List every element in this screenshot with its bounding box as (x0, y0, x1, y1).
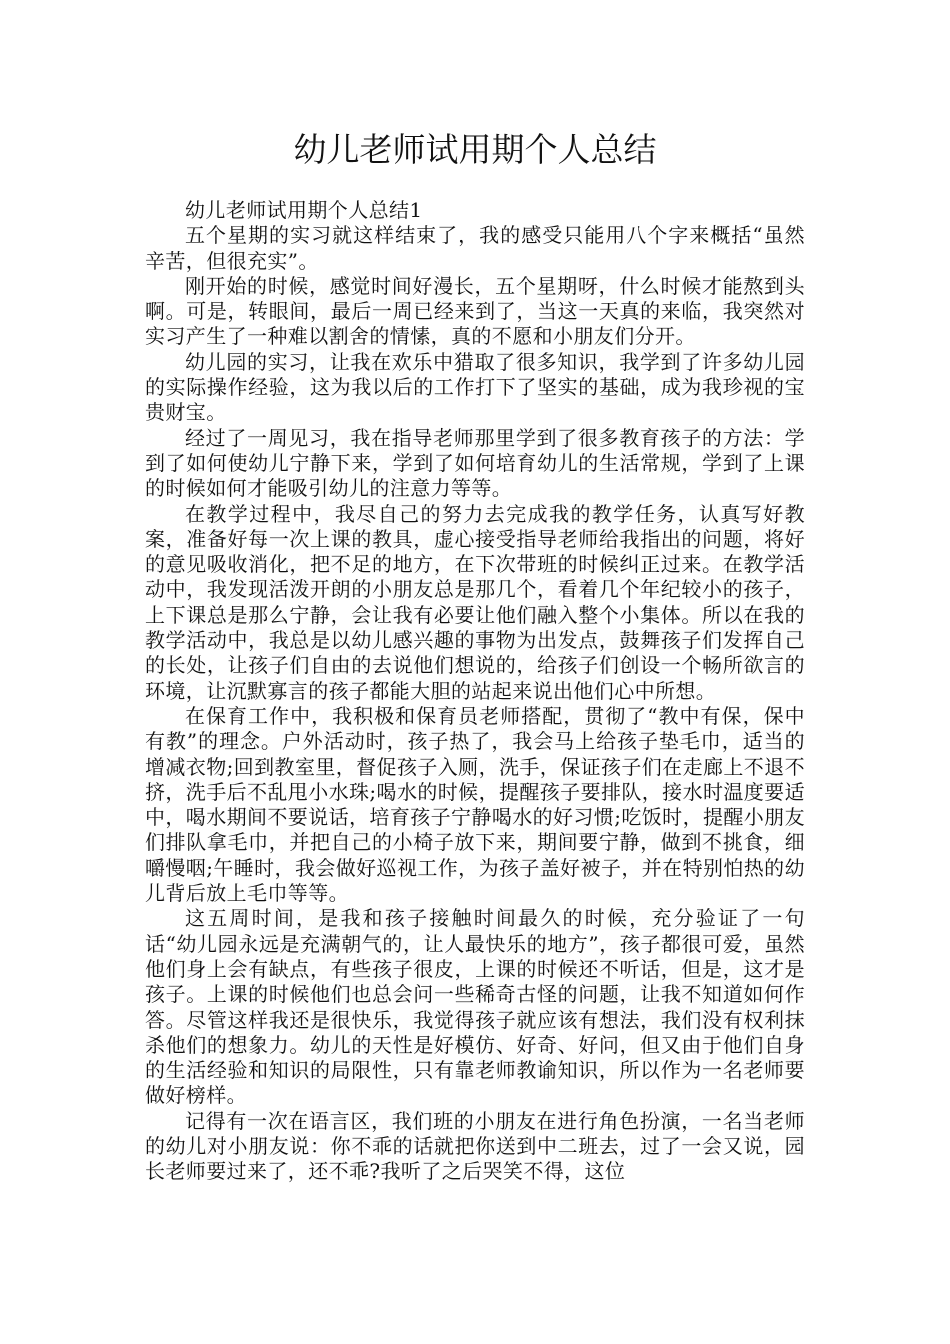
paragraph: 记得有一次在语言区，我们班的小朋友在进行角色扮演，一名当老师的幼儿对小朋友说：你不乖的话就把你送到中二班去，过了一会又说，园长老师要过来了，还不乖?我听了之后哭笑不得，这位 (145, 1108, 805, 1184)
paragraph: 幼儿园的实习，让我在欢乐中猎取了很多知识，我学到了许多幼儿园的实际操作经验，这为我以后的工作打下了坚实的基础，成为我珍视的宝贵财宝。 (145, 349, 805, 425)
paragraph: 在保育工作中，我积极和保育员老师搭配，贯彻了“教中有保，保中有教”的理念。户外活动时，孩子热了，我会马上给孩子垫毛巾，适当的增减衣物;回到教室里，督促孩子入厕，洗手，保证孩子们在走廊上不退不挤，洗手后不乱甩小水珠;喝水的时候，提醒孩子要排队，接水时温度要适中，喝水期间不要说话，培育孩子宁静喝水的好习惯;吃饭时，提醒小朋友们排队拿毛巾，并把自己的小椅子放下来，期间要宁静，做到不挑食，细嚼慢咽;午睡时，我会做好巡视工作，为孩子盖好被子，并在特别怕热的幼儿背后放上毛巾等等。 (145, 703, 805, 906)
paragraph: 这五周时间，是我和孩子接触时间最久的时候，充分验证了一句话“幼儿园永远是充满朝气的，让人最快乐的地方”，孩子都很可爱，虽然他们身上会有缺点，有些孩子很皮，上课的时候还不听话，但是，这才是孩子。上课的时候他们也总会问一些稀奇古怪的问题，让我不知道如何作答。尽管这样我还是很快乐，我觉得孩子就应该有想法，我们没有权利抹杀他们的想象力。幼儿的天性是好模仿、好奇、好问，但又由于他们自身的生活经验和知识的局限性，只有靠老师教谕知识，所以作为一名老师要做好榜样。 (145, 906, 805, 1108)
paragraph-subtitle: 幼儿老师试用期个人总结1 (185, 198, 423, 222)
paragraph: 五个星期的实习就这样结束了，我的感受只能用八个字来概括“虽然辛苦，但很充实”。 (145, 223, 805, 273)
document-body (145, 198, 805, 1185)
paragraph: 在教学过程中，我尽自己的努力去完成我的教学任务，认真写好教案，准备好每一次上课的教具，虚心接受指导老师给我指出的问题，将好的意见吸收消化，把不足的地方，在下次带班的时候纠正过来。在教学活动中，我发现活泼开朗的小朋友总是那几个，看着几个年纪较小的孩子，上下课总是那么宁静，会让我有必要让他们融入整个小集体。所以在我的教学活动中，我总是以幼儿感兴趣的事物为出发点，鼓舞孩子们发挥自己的长处，让孩子们自由的去说他们想说的，给孩子们创设一个畅所欲言的环境，让沉默寡言的孩子都能大胆的站起来说出他们心中所想。 (145, 501, 805, 703)
document-title: 幼儿老师试用期个人总结 (293, 130, 657, 169)
paragraph: 刚开始的时候，感觉时间好漫长，五个星期呀，什么时候才能熬到头啊。可是，转眼间，最后一周已经来到了，当这一天真的来临，我突然对实习产生了一种难以割舍的情愫，真的不愿和小朋友们分开。 (145, 273, 805, 349)
paragraph: 经过了一周见习，我在指导老师那里学到了很多教育孩子的方法：学到了如何使幼儿宁静下来，学到了如何培育幼儿的生活常规，学到了上课的时候如何才能吸引幼儿的注意力等等。 (145, 425, 805, 501)
